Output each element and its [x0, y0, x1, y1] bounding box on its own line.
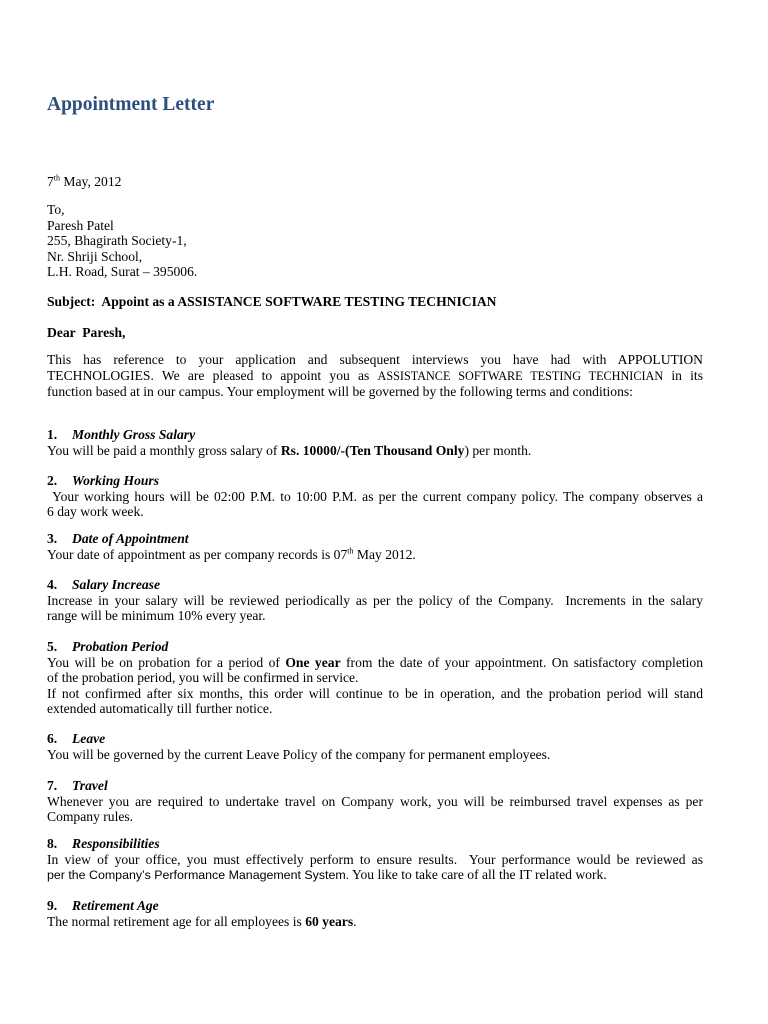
letter-greeting: [47, 325, 703, 341]
recipient-address: [47, 202, 703, 280]
intro-line-3: function based at in our campus. Your employment will be governed by the following terms and conditions:: [47, 384, 633, 399]
intro-line-2: TECHNOLOGIES. We are pleased to appoint you as ASSISTANCE SOFTWARE TESTING TECHNICIAN in its: [47, 367, 703, 383]
section-text: The normal retirement age for all employees is 60 years.: [47, 913, 357, 929]
intro-line-1: This has reference to your application and subsequent interviews you have had with APPOLUTION: [47, 352, 703, 367]
address-to: To,: [47, 202, 65, 217]
section-text-line-2: Company rules.: [47, 809, 134, 824]
letter-date: [47, 174, 703, 190]
section-heading: 8. Responsibilities: [47, 836, 160, 851]
section-monthly-gross-salary: [47, 427, 703, 458]
section-heading: 6. Leave: [47, 731, 106, 746]
date-day: 7: [47, 174, 54, 189]
section-text-line-2: range will be minimum 10% every year.: [47, 608, 266, 623]
section-text-line-2: per the Company’s Performance Management System. You like to take care of all the IT related work.: [47, 867, 607, 882]
recipient-name: Paresh Patel: [47, 217, 114, 233]
address-line-2: Nr. Shriji School,: [47, 248, 143, 264]
section-text: You will be governed by the current Leave Policy of the company for permanent employees.: [47, 746, 551, 762]
section-text-line-3: If not confirmed after six months, this order will continue to be in operation, and the probation period will stand: [47, 685, 703, 701]
section-text-line-2: of the probation period, you will be confirmed in service.: [47, 670, 359, 685]
section-text-line-1: Your working hours will be 02:00 P.M. to 10:00 P.M. as per the current company policy. The company observes a: [47, 488, 703, 504]
section-text-line-1: You will be on probation for a period of One year from the date of your appointment. On satisfactory completion: [47, 654, 703, 670]
section-text-line-1: Increase in your salary will be reviewed periodically as per the policy of the Company. Increments in the salary: [47, 592, 703, 608]
section-date-of-appointment: [47, 531, 703, 562]
intro-paragraph: [47, 352, 703, 400]
date-rest: May, 2012: [60, 174, 122, 189]
subject-text: Appoint as a ASSISTANCE SOFTWARE TESTING TECHNICIAN: [101, 294, 497, 309]
section-retirement-age: [47, 898, 703, 929]
subject-label: Subject:: [47, 294, 96, 309]
section-text: You will be paid a monthly gross salary of Rs. 10000/-(Ten Thousand Only) per month.: [47, 442, 532, 458]
section-travel: [47, 778, 703, 825]
section-text: Your date of appointment as per company records is 07th May 2012.: [47, 545, 416, 562]
address-line-3: L.H. Road, Surat – 395006.: [47, 264, 198, 279]
section-heading: 3. Date of Appointment: [47, 531, 189, 546]
address-line-1: 255, Bhagirath Society-1,: [47, 233, 187, 248]
section-probation-period: [47, 639, 703, 717]
section-heading: 5. Probation Period: [47, 639, 169, 654]
intro-position: ASSISTANCE SOFTWARE TESTING TECHNICIAN: [377, 368, 664, 383]
section-leave: [47, 731, 703, 762]
section-text-line-1: Whenever you are required to undertake travel on Company work, you will be reimbursed travel expenses as per: [47, 793, 703, 809]
date-day-suffix: th: [53, 173, 61, 183]
section-text-line-1: In view of your office, you must effectively perform to ensure results. Your performance would be reviewed as: [47, 851, 703, 867]
section-responsibilities: [47, 836, 703, 884]
section-salary-increase: [47, 577, 703, 624]
section-working-hours: [47, 473, 703, 520]
greeting-text: Dear Paresh,: [47, 325, 126, 340]
section-heading: 2. Working Hours: [47, 473, 160, 488]
letter-subject: [47, 294, 703, 310]
section-heading: 1. Monthly Gross Salary: [47, 427, 196, 442]
section-text-line-2: 6 day work week.: [47, 504, 144, 519]
section-heading: 9. Retirement Age: [47, 898, 159, 913]
section-heading: 7. Travel: [47, 778, 108, 793]
section-heading: 4. Salary Increase: [47, 577, 160, 592]
page-title: Appointment Letter: [47, 94, 215, 115]
section-text-line-4: extended automatically till further notice.: [47, 701, 273, 716]
